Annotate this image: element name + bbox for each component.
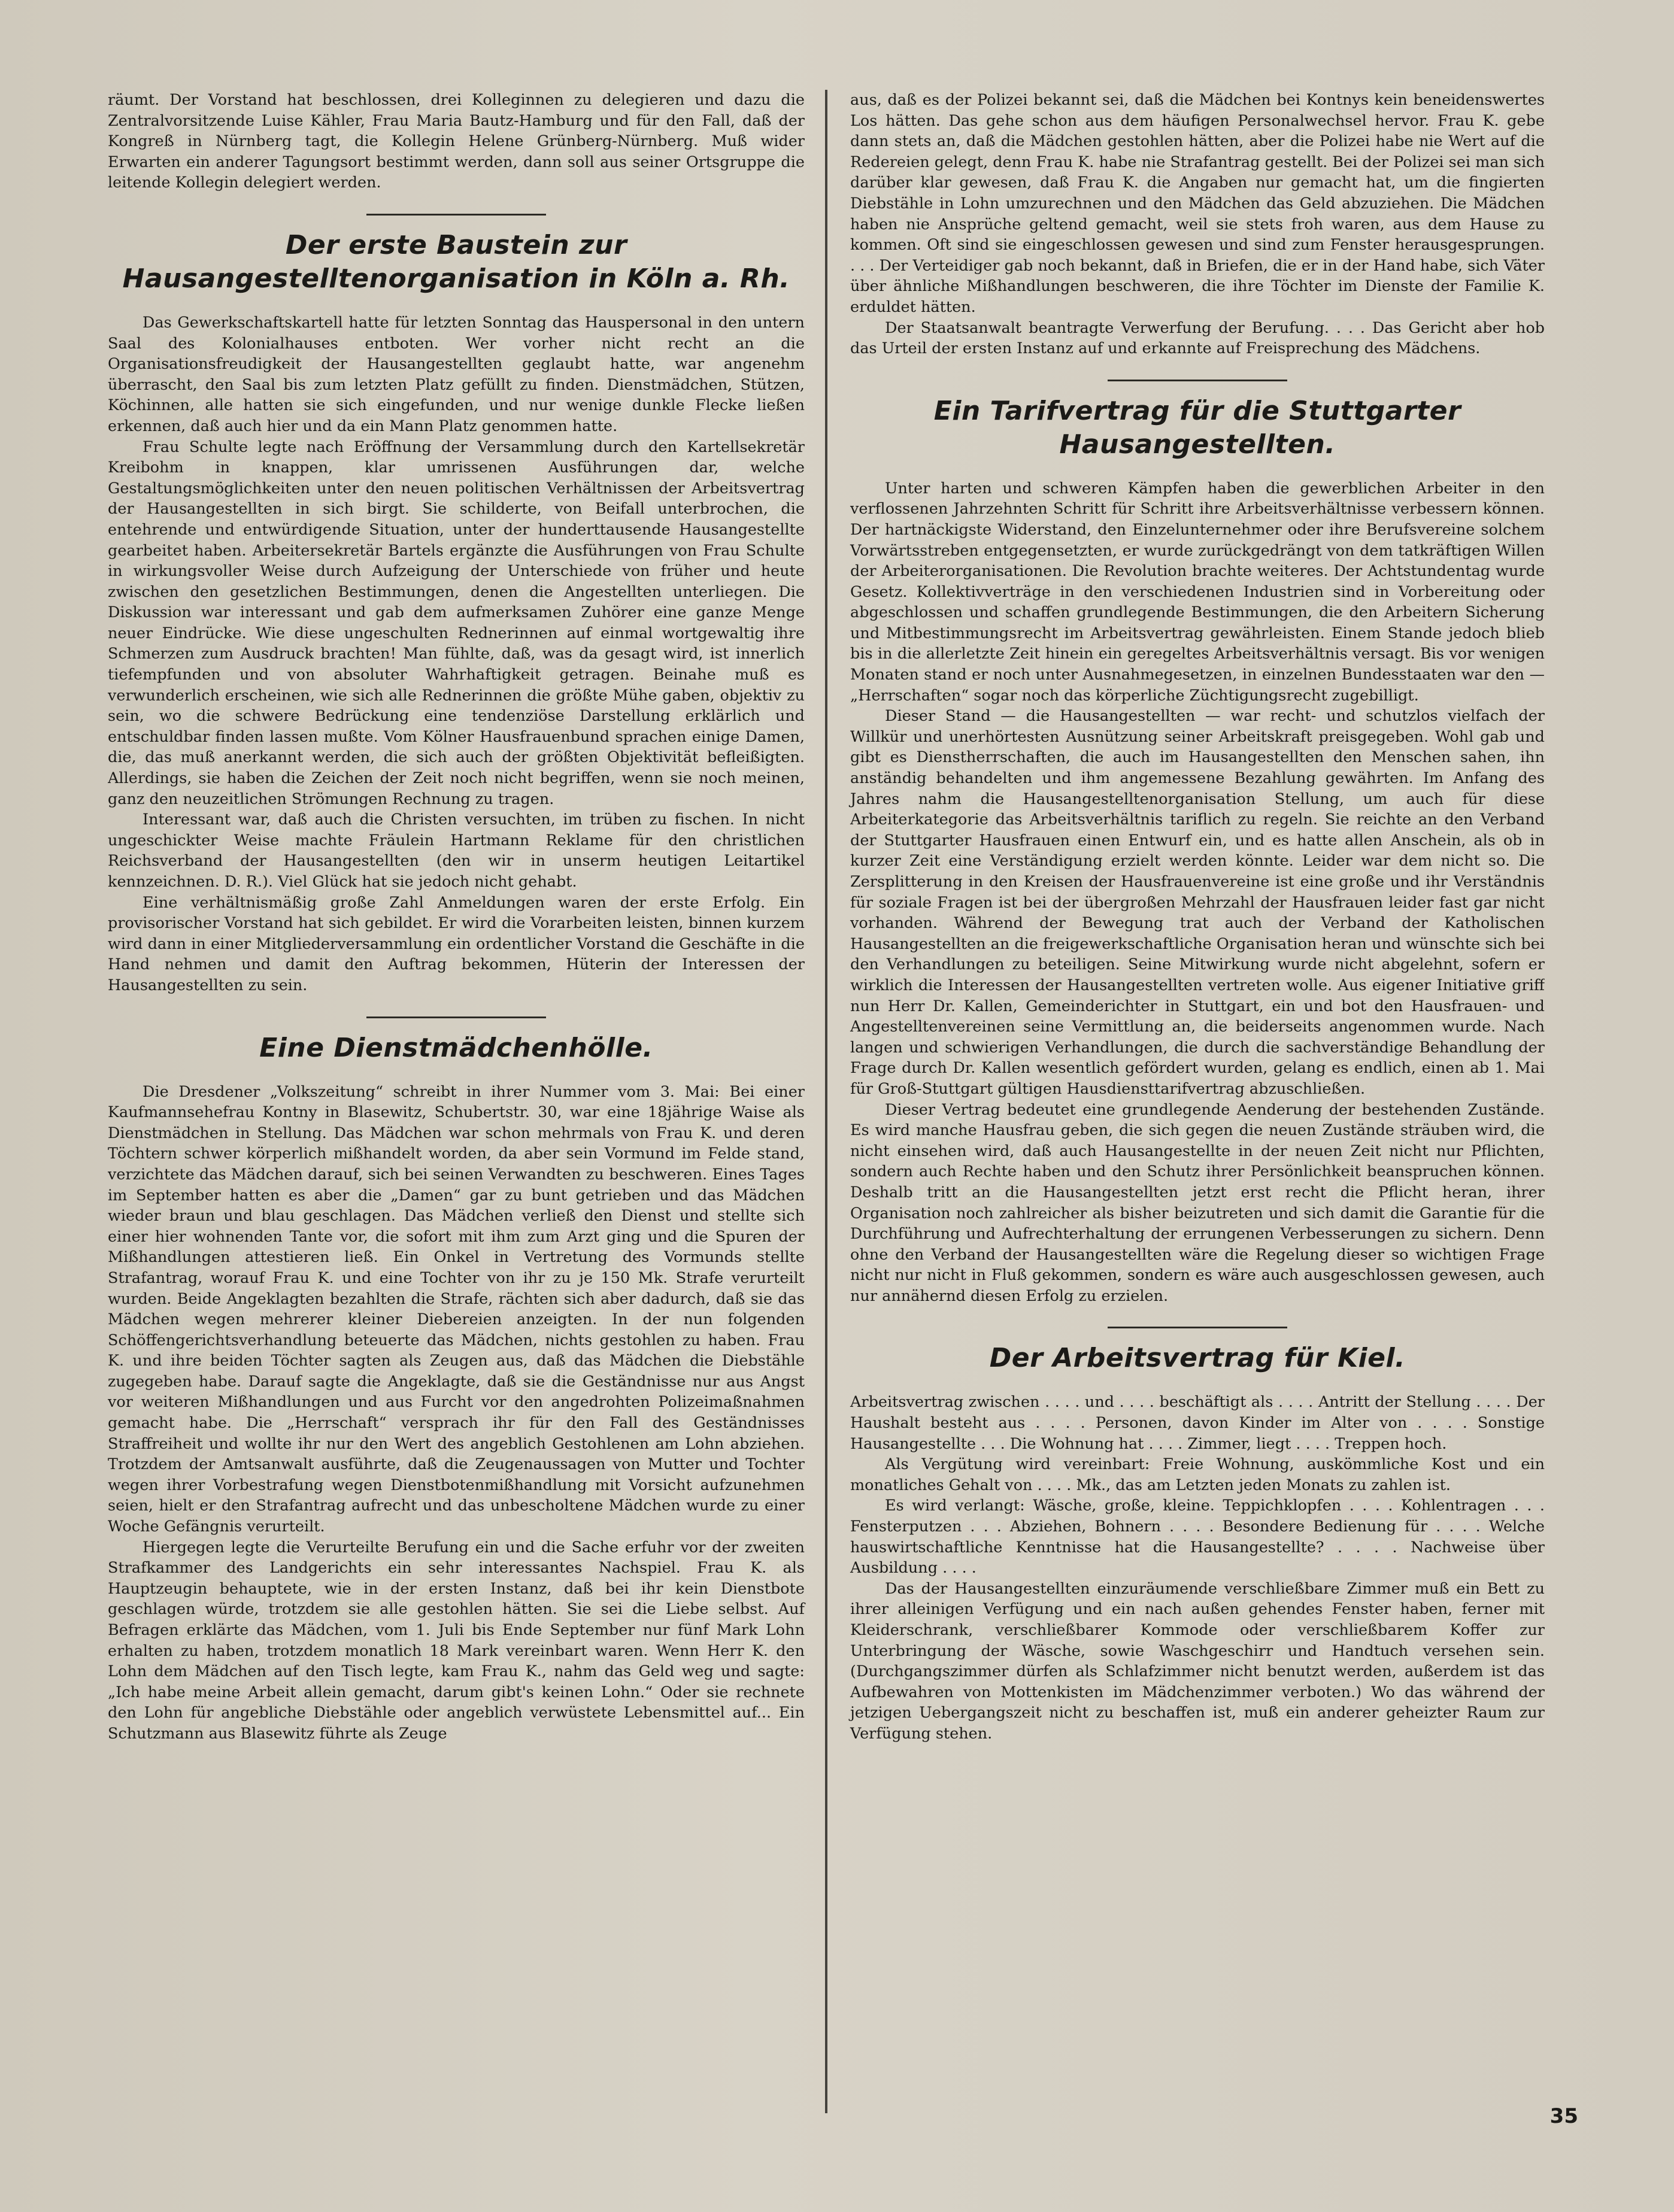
right-column	[827, 90, 1545, 2113]
article-title: Der erste Baustein zur Hausangestelltenorganisation in Köln a. Rh.	[122, 229, 790, 294]
article-title: Ein Tarifvertrag für die Stuttgarter Hausangestellten.	[933, 395, 1461, 460]
article-stuttgart	[850, 395, 1545, 1307]
page-columns	[108, 90, 1584, 2113]
article-paragraph: Das Gewerkschaftskartell hatte für letzten Sonntag das Hauspersonal in den untern Saal des Kolonialhauses entboten. Wer vorher nicht recht an die Organisationsfreudigkeit der Hausangestellten geglaubt hatte, war angenehm überrascht, den Saal bis zum letzten Platz gefüllt zu finden. Dienstmädchen, Stützen, Köchinnen, alle hatten sie sich eingefunden, und nur wenige dunkle Flecke ließen erkennen, daß auch hier und da ein Mann Platz genommen hatte.	[108, 313, 805, 435]
article-title: Der Arbeitsvertrag für Kiel.	[989, 1343, 1406, 1374]
article-paragraph: Frau Schulte legte nach Eröffnung der Versammlung durch den Kartellsekretär Kreibohm in knappen, klar umrissenen Ausführungen dar, welche Gestaltungsmöglichkeiten unter den neuen politischen Verhältnissen der Arbeitsvertrag der Hausangestellten in sich birgt. Sie schilderte, von Beifall unterbrochen, die entehrende und entwürdigende Situation, unter der hunderttausende Hausangestellte gearbeitet haben. Arbeitersekretär Bartels ergänzte die Ausführungen von Frau Schulte in wirkungsvoller Weise durch Aufzeigung der Unterschiede von früher und heute zwischen den gesetzlichen Bestimmungen, denen die Angestellten unterliegen. Die Diskussion war interessant und gab dem aufmerksamen Zuhörer eine ganze Menge neuer Eindrücke. Wie diese ungeschulten Rednerinnen auf einmal wortgewaltig ihre Schmerzen zum Ausdruck brachten! Man fühlte, daß, was da gesagt wird, ist innerlich tiefempfunden und von absoluter Wahrhaftigkeit getragen. Beinahe muß es verwunderlich erscheinen, wie sich alle Rednerinnen die größte Mühe gaben, objektiv zu sein, wo die schwere Bedrückung eine tendenziöse Darstellung erklärlich und entschuldbar finden lassen mußte. Vom Kölner Hausfrauenbund sprachen einige Damen, die, das muß anerkannt werden, die sich auch der größten Objektivität befleißigten. Allerdings, sie haben die Zeichen der Zeit noch nicht begriffen, wenn sie noch meinen, ganz den neuzeitlichen Strömungen Rechnung zu tragen.	[108, 438, 805, 808]
article-paragraph: Die Dresdener „Volkszeitung“ schreibt in ihrer Nummer vom 3. Mai: Bei einer Kaufmannsehefrau Kontny in Blasewitz, Schubertstr. 30, war eine 18jährige Waise als Dienstmädchen in Stellung. Das Mädchen war schon mehrmals von Frau K. und deren Töchtern schwer körperlich mißhandelt worden, da aber sein Vormund im Felde stand, verzichtete das Mädchen darauf, sich bei seinen Verwandten zu beschweren. Eines Tages im September hatten es aber die „Damen“ gar zu bunt getrieben und das Mädchen wieder braun und blau geschlagen. Das Mädchen verließ den Dienst und stellte sich einer hier wohnenden Tante vor, die sofort mit ihm zum Arzt ging und die Spuren der Mißhandlungen attestieren ließ. Ein Onkel in Vertretung des Vormunds stellte Strafantrag, worauf Frau K. und eine Tochter von ihr zu je 150 Mk. Strafe verurteilt wurden. Beide Angeklagten bezahlten die Strafe, rächten sich aber dadurch, daß sie das Mädchen wegen mehrerer kleiner Diebereien anzeigten. In der nun folgenden Schöffengerichtsverhandlung beteuerte das Mädchen, nichts gestohlen zu haben. Frau K. und ihre beiden Töchter sagten als Zeugen aus, daß das Mädchen die Diebstähle zugegeben habe. Darauf sagte die Angeklagte, daß sie die Geständnisse nur aus Angst vor weiteren Mißhandlungen und aus Furcht vor den angedrohten Polizeimaßnahmen gemacht habe. Die „Herrschaft“ versprach ihr für den Fall des Geständnisses Straffreiheit und wollte ihr nur den Wert des angeblich Gestohlenen am Lohn abziehen. Trotzdem der Amtsanwalt ausführte, daß die Zeugenaussagen von Mutter und Tochter wegen ihrer Vorbestrafung wegen Dienstbotenmißhandlung mit Vorsicht aufzunehmen seien, hielt er den Strafantrag aufrecht und das unbescholtene Mädchen wurde zu einer Woche Gefängnis verurteilt.	[108, 1082, 805, 1536]
intro-paragraph: räumt. Der Vorstand hat beschlossen, drei Kolleginnen zu delegieren und dazu die Zentralvorsitzende Luise Kähler, Frau Maria Bautz-Hamburg und für den Fall, daß der Kongreß in Nürnberg tagt, die Kollegin Helene Grünberg-Nürnberg. Muß wider Erwarten ein anderer Tagungsort bestimmt werden, dann soll aus seiner Ortsgruppe die leitende Kollegin delegiert werden.	[108, 91, 805, 192]
article-title: Eine Dienstmädchenhölle.	[259, 1032, 653, 1063]
article-dienstmaedchenhoelle	[108, 1031, 805, 1744]
separator-rule	[1108, 380, 1287, 381]
separator-rule	[366, 1017, 546, 1018]
left-column	[108, 90, 825, 2113]
continuation-paragraph: aus, daß es der Polizei bekannt sei, daß die Mädchen bei Kontnys kein beneidenswertes Los hätten. Das gehe schon aus dem häufigen Personalwechsel hervor. Frau K. gebe dann stets an, daß die Mädchen gestohlen hätten, aber die Polizei habe nie Wert auf die Redereien gelegt, denn Frau K. habe nie Strafantrag gestellt. Bei der Polizei sei man sich darüber klar gewesen, daß Frau K. die Angaben nur gemacht hat, um die fingierten Diebstähle in Lohn umzurechnen und den Mädchen das Geld abzuziehen. Die Mädchen haben nie Ansprüche geltend gemacht, weil sie stets froh waren, aus dem Hause zu kommen. Oft sind sie eingeschlossen gewesen und sind zum Fenster herausgesprungen. . . . Der Verteidiger gab noch bekannt, daß in Briefen, die er in der Hand habe, sich Väter über ähnliche Mißhandlungen beschweren, die ihre Töchter im Dienste der Familie K. erduldet hätten.	[850, 91, 1545, 316]
article-paragraph: Dieser Vertrag bedeutet eine grundlegende Aenderung der bestehenden Zustände. Es wird manche Hausfrau geben, die sich gegen die neuen Zustände sträuben wird, die nicht einsehen wird, daß auch Hausangestellte in der neuen Zeit nicht nur Pflichten, sondern auch Rechte haben und den Schutz ihrer Persönlichkeit beanspruchen können. Deshalb tritt an die Hausangestellten jetzt erst recht die Pflicht heran, ihrer Organisation noch zahlreicher als bisher beizutreten und sich damit die Garantie für die Durchführung und Aufrechterhaltung der errungenen Verbesserungen zu sichern. Denn ohne den Verband der Hausangestellten wäre die Regelung dieser so wichtigen Frage nicht nur nicht in Fluß gekommen, sondern es wäre auch ausgeschlossen gewesen, auch nur annähernd diesen Erfolg zu erzielen.	[850, 1100, 1545, 1305]
article-paragraph: Es wird verlangt: Wäsche, große, kleine. Teppichklopfen . . . . Kohlentragen . . . Fensterputzen . . . Abziehen, Bohnern . . . . Besondere Bedienung für . . . . Welche hauswirtschaftliche Kenntnisse hat die Hausangestellte? . . . . Nachweise über Ausbildung . . . .	[850, 1497, 1545, 1577]
page-number: 35	[1549, 2104, 1578, 2128]
article-paragraph: Das der Hausangestellten einzuräumende verschließbare Zimmer muß ein Bett zu ihrer alleinigen Verfügung und ein nach außen gehendes Fenster haben, ferner mit Kleiderschrank, verschließbarer Kommode oder verschließbarem Koffer zur Unterbringung der Wäsche, sowie Waschgeschirr und Handtuch versehen sein. (Durchgangszimmer dürfen als Schlafzimmer nicht benutzt werden, außerdem ist das Aufbewahren von Mottenkisten im Mädchenzimmer verboten.) Wo das während der jetzigen Uebergangszeit nicht zu beschaffen ist, muß ein anderer geheizter Raum zur Verfügung stehen.	[850, 1579, 1545, 1743]
separator-rule	[366, 214, 546, 216]
article-kiel	[850, 1342, 1545, 1744]
continuation-paragraph: Der Staatsanwalt beantragte Verwerfung der Berufung. . . . Das Gericht aber hob das Urteil der ersten Instanz auf und erkannte auf Freisprechung des Mädchens.	[850, 318, 1545, 358]
article-paragraph: Hiergegen legte die Verurteilte Berufung ein und die Sache erfuhr vor der zweiten Strafkammer des Landgerichts ein sehr interessantes Nachspiel. Frau K. als Hauptzeugin behauptete, wie in der ersten Instanz, daß bei ihr kein Dienstbote geschlagen würde, trotzdem sie alle gestohlen hätten. Sie sei die Liebe selbst. Auf Befragen erklärte das Mädchen, vom 1. Juli bis Ende September nur fünf Mark Lohn erhalten zu haben, trotzdem monatlich 18 Mark vereinbart waren. Wenn Herr K. den Lohn dem Mädchen auf den Tisch legte, kam Frau K., nahm das Geld weg und sagte: „Ich habe meine Arbeit allein gemacht, darum gibt's keinen Lohn.“ Oder sie rechnete den Lohn für angebliche Diebstähle oder angeblich verwüstete Lebensmittel auf... Ein Schutzmann aus Blasewitz führte als Zeuge	[108, 1538, 805, 1743]
article-paragraph: Eine verhältnismäßig große Zahl Anmeldungen waren der erste Erfolg. Ein provisorischer Vorstand hat sich gebildet. Er wird die Vorarbeiten leisten, binnen kurzem wird dann in einer Mitgliederversammlung ein ordentlicher Vorstand die Geschäfte in die Hand nehmen und damit den Auftrag bekommen, Hüterin der Interessen der Hausangestellten zu sein.	[108, 893, 805, 994]
article-paragraph: Unter harten und schweren Kämpfen haben die gewerblichen Arbeiter in den verflossenen Jahrzehnten Schritt für Schritt ihre Arbeitsverhältnisse verbessern können. Der hartnäckigste Widerstand, den Einzelunternehmer oder ihre Berufsvereine solchem Vorwärtsstreben entgegensetzten, er wurde zurückgedrängt von dem tatkräftigen Willen der Arbeiterorganisationen. Die Revolution brachte weiteres. Der Achtstundentag wurde Gesetz. Kollektivverträge in den verschiedenen Industrien sind in Vorbereitung oder abgeschlossen und schaffen grundlegende Bestimmungen, die den Arbeitern Sicherung und Mitbestimmungsrecht im Arbeitsvertrag gewährleisten. Einem Stande jedoch blieb bis in die allerletzte Zeit hinein ein geregeltes Arbeitsverhältnis versagt. Bis vor wenigen Monaten stand er noch unter Ausnahmegesetzen, in einzelnen Bundesstaaten war den — „Herrschaften“ sogar noch das körperliche Züchtigungsrecht zugebilligt.	[850, 479, 1545, 705]
article-paragraph: Als Vergütung wird vereinbart: Freie Wohnung, auskömmliche Kost und ein monatliches Gehalt von . . . . Mk., das am Letzten jeden Monats zu zahlen ist.	[850, 1455, 1545, 1494]
article-paragraph: Arbeitsvertrag zwischen . . . . und . . . . beschäftigt als . . . . Antritt der Stellung . . . . Der Haushalt besteht aus . . . . Personen, davon Kinder im Alter von . . . . Sonstige Hausangestellte . . . Die Wohnung hat . . . . Zimmer, liegt . . . . Treppen hoch.	[850, 1393, 1545, 1453]
separator-rule	[1108, 1327, 1287, 1328]
article-koeln	[108, 229, 805, 996]
article-paragraph: Interessant war, daß auch die Christen versuchten, im trüben zu fischen. In nicht ungeschickter Weise machte Fräulein Hartmann Reklame für den christlichen Reichsverband der Hausangestellten (den wir in unserm heutigen Leitartikel kennzeichnen. D. R.). Viel Glück hat sie jedoch nicht gehabt.	[108, 811, 805, 891]
column-rule	[825, 90, 827, 2113]
article-paragraph: Dieser Stand — die Hausangestellten — war recht- und schutzlos vielfach der Willkür und unerhörtesten Ausnützung seiner Arbeitskraft preisgegeben. Wohl gab und gibt es Dienstherrschaften, die auch im Hausangestellten den Menschen sahen, ihn anständig behandelten und ihm angemessene Bezahlung gewährten. Im Anfang des Jahres nahm die Hausangestelltenorganisation Stellung, um auch für diese Arbeiterkategorie das Arbeitsverhältnis tariflich zu regeln. Sie reichte an den Verband der Stuttgarter Hausfrauen einen Entwurf ein, und es hatte allen Anschein, als ob in kurzer Zeit eine Verständigung erzielt werden könnte. Leider war dem nicht so. Die Zersplitterung in den Kreisen der Hausfrauenvereine ist eine große und ihr Verständnis für soziale Fragen ist bei der übergroßen Mehrzahl der Hausfrauen leider fast gar nicht vorhanden. Während der Bewegung trat auch der Verband der Katholischen Hausangestellten an die freigewerkschaftliche Organisation heran und wünschte sich bei den Verhandlungen zu beteiligen. Seine Mitwirkung wurde nicht abgelehnt, sofern er wirklich die Interessen der Hausangestellten vertreten wolle. Aus eigener Initiative griff nun Herr Dr. Kallen, Gemeinderichter in Stuttgart, ein und bot den Hausfrauen- und Angestelltenvereinen seine Vermittlung an, die beiderseits angenommen wurde. Nach langen und schwierigen Verhandlungen, die durch die sachverständige Behandlung der Frage durch Dr. Kallen wesentlich gefördert wurden, gelang es endlich, einen ab 1. Mai für Groß-Stuttgart gültigen Hausdiensttarifvertrag abzuschließen.	[850, 707, 1545, 1098]
